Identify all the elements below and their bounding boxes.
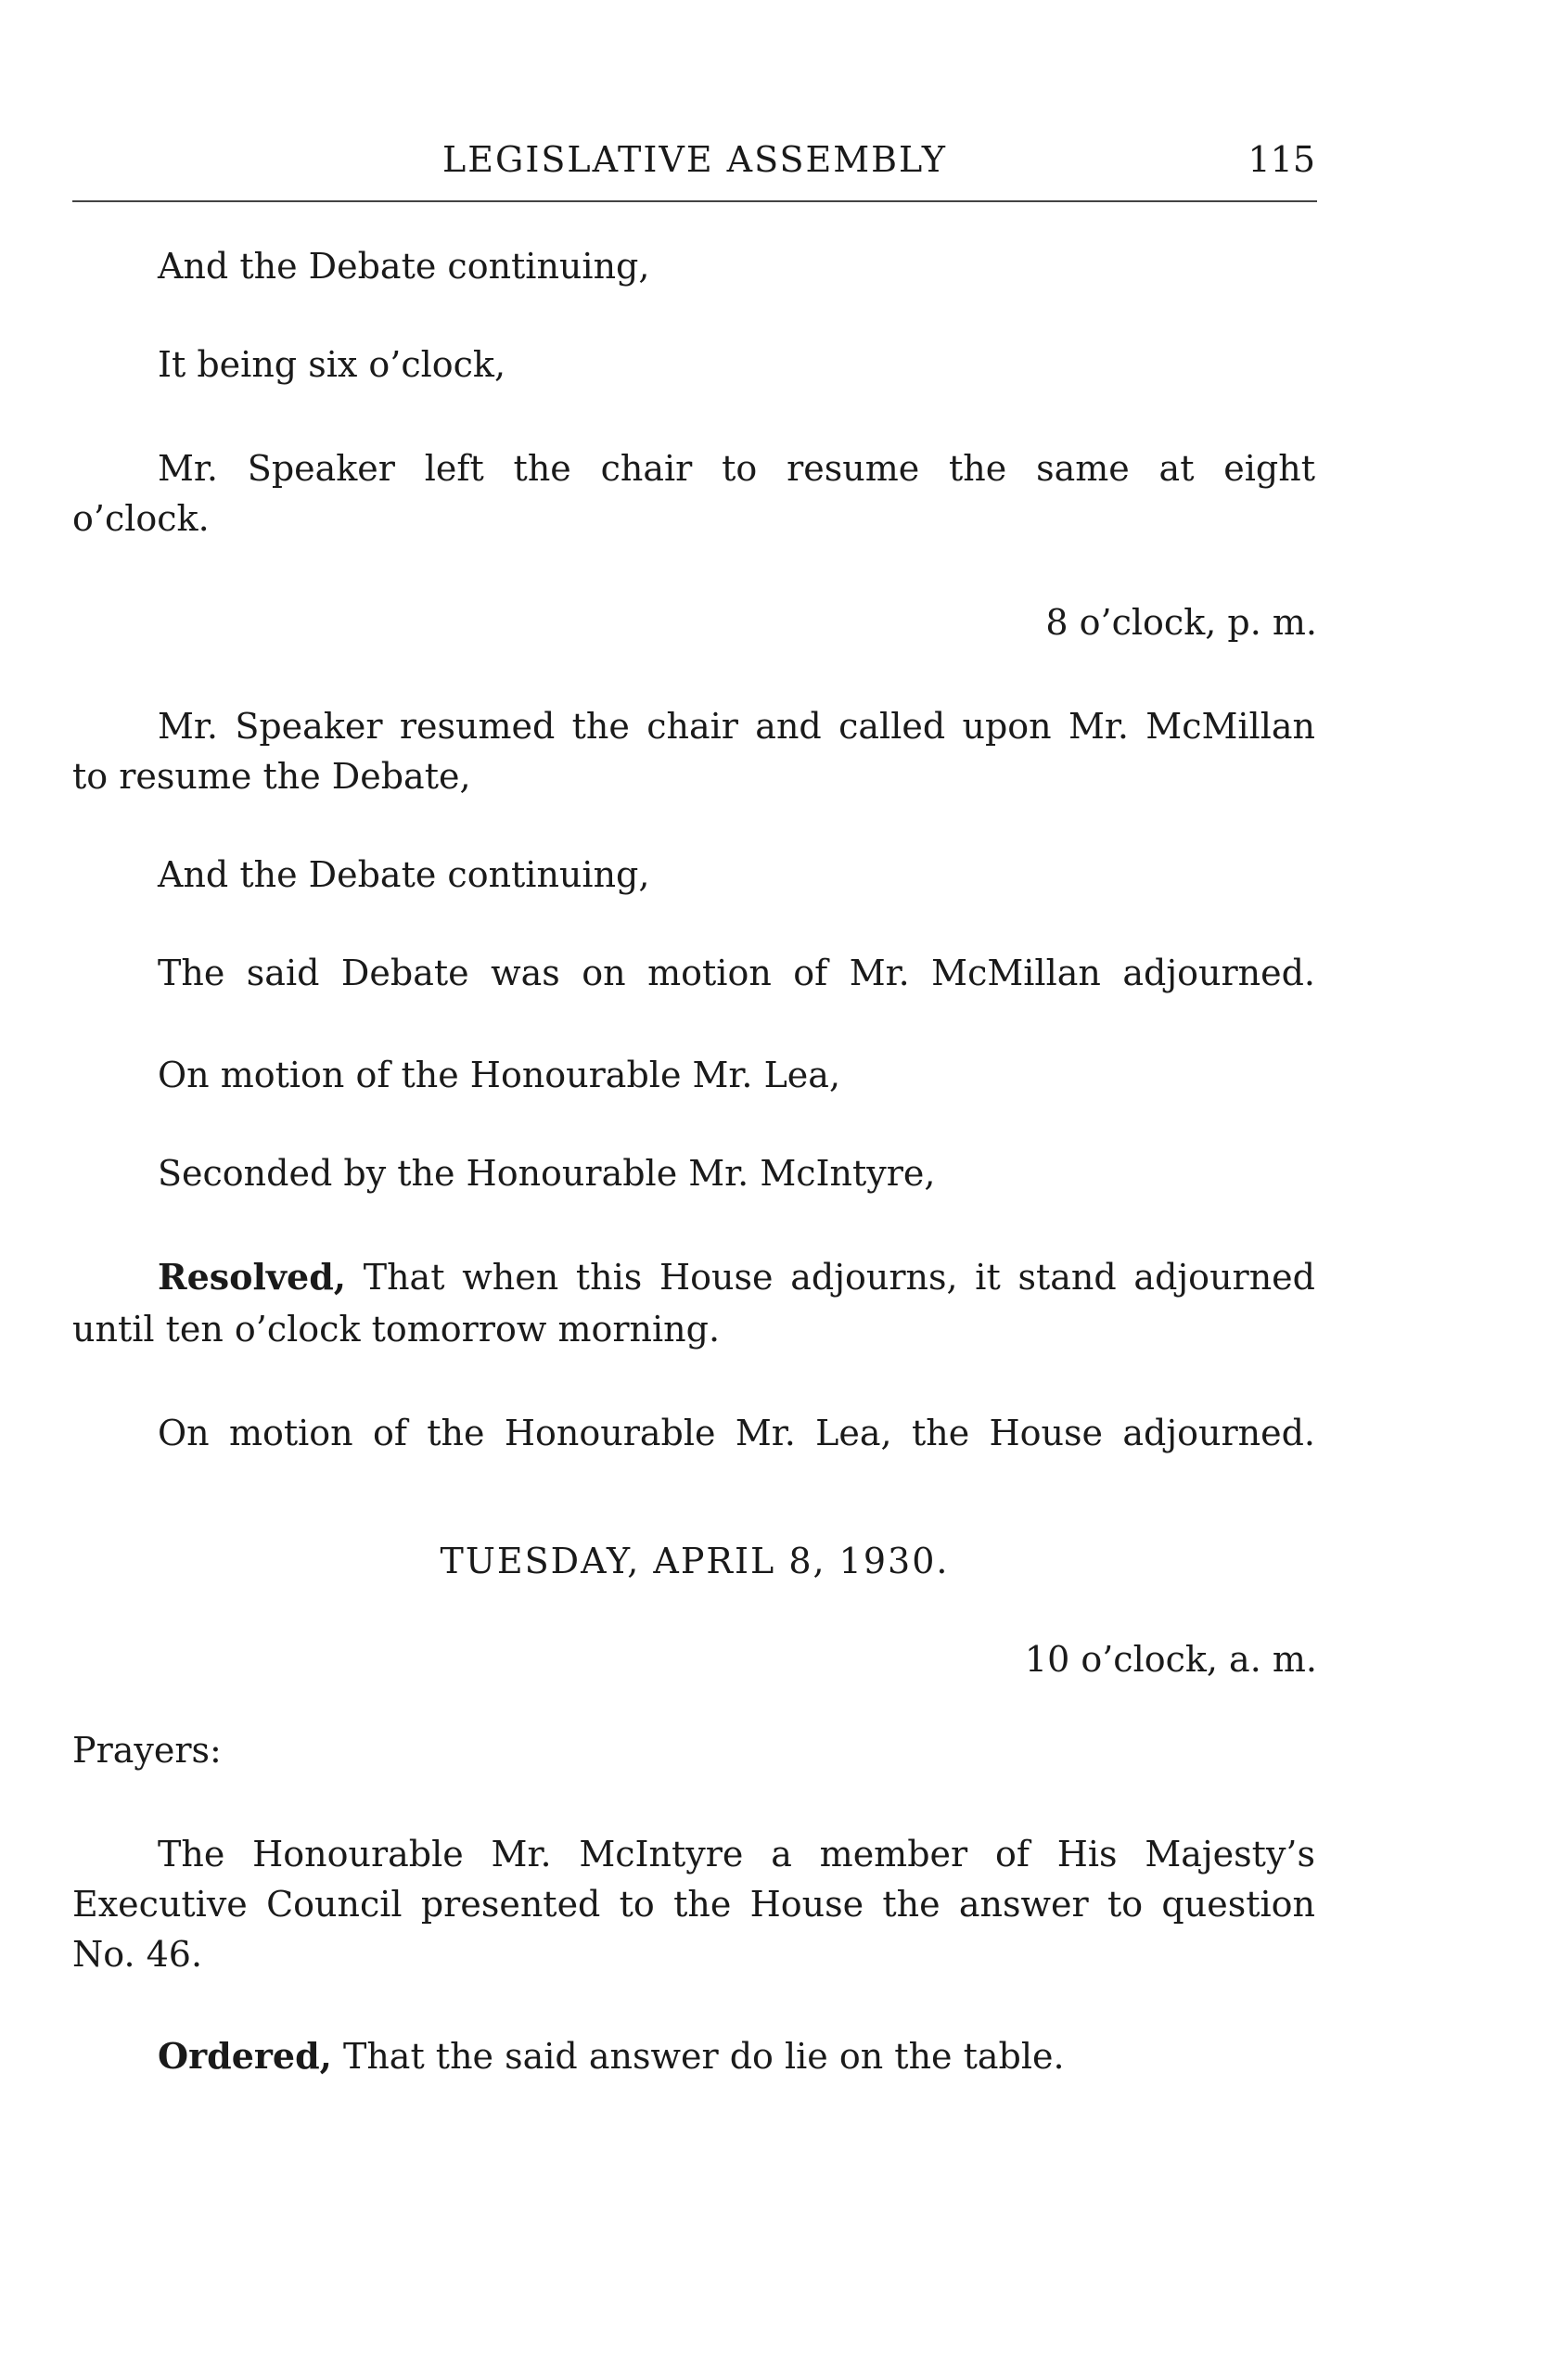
page-number: 115 [1248,139,1315,180]
prayers-label: Prayers: [72,1730,222,1771]
paragraph-ordered [158,2035,1065,2077]
paragraph-motion-lea: On motion of the Honourable Mr. Lea, [158,1055,841,1095]
header-rule [72,200,1317,202]
paragraph-debate-continuing-1: And the Debate continuing, [158,246,650,287]
paragraph-resolved-line2: until ten o’clock tomorrow morning. [72,1309,721,1350]
paragraph-answer-line1: The Honourable Mr. McIntyre a member of His Majesty’s [158,1834,1315,1875]
paragraph-speaker-resumed-line1: Mr. Speaker resumed the chair and called upon Mr. McMillan [158,706,1315,747]
resolved-text: That when this House adjourns, it stand adjourned [363,1257,1315,1298]
paragraph-seconded-mcintyre: Seconded by the Honourable Mr. McIntyre, [158,1153,936,1194]
paragraph-speaker-left-line1: Mr. Speaker left the chair to resume the same at eight [158,448,1315,489]
paragraph-house-adjourned: On motion of the Honourable Mr. Lea, the House adjourned. [158,1413,1315,1453]
ordered-text: That the said answer do lie on the table. [342,2036,1065,2077]
paragraph-debate-continuing-2: And the Debate continuing, [158,854,650,895]
paragraph-speaker-left-line2: o’clock. [72,498,210,539]
date-heading: TUESDAY, APRIL 8, 1930. [440,1541,950,1581]
paragraph-debate-adjourned: The said Debate was on motion of Mr. McMillan adjourned. [158,953,1315,993]
paragraph-resolved-line1 [158,1256,1315,1298]
time-stamp-morning: 10 o’clock, a. m. [1024,1639,1317,1680]
time-stamp-evening: 8 o’clock, p. m. [1045,602,1317,643]
page-header [74,139,1315,195]
paragraph-speaker-resumed-line2: to resume the Debate, [72,756,471,797]
ordered-keyword: Ordered, [158,2035,332,2077]
resolved-keyword: Resolved, [158,1256,346,1298]
running-title: LEGISLATIVE ASSEMBLY [442,139,947,180]
paragraph-answer-line2: Executive Council presented to the House the answer to question [72,1884,1315,1925]
paragraph-answer-line3: No. 46. [72,1934,203,1975]
paragraph-six-oclock: It being six o’clock, [158,344,506,385]
